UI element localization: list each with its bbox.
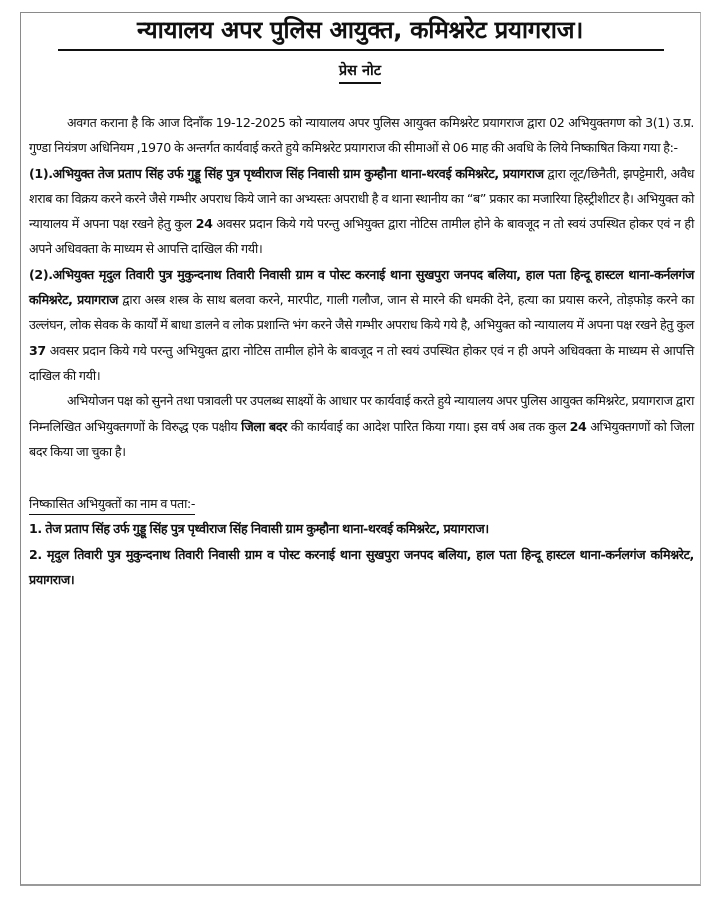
document-body bbox=[29, 110, 694, 592]
document-subtitle bbox=[0, 60, 720, 82]
title-underline bbox=[58, 49, 664, 51]
expelled-list-item: 1. तेज प्रताप सिंह उर्फ गुड्डू सिंह पुत्र पृथ्वीराज सिंह निवासी ग्राम कुम्हौना थाना-थरवई कमिश्नरेट, प्रयागराज। bbox=[29, 521, 489, 537]
press-note-label: प्रेस नोट bbox=[339, 63, 381, 84]
case-1-opportunity-count: 24 bbox=[195, 216, 213, 232]
order-text-b: की कार्यवाई का आदेश पारित किया गया। इस वर्ष अब तक कुल bbox=[286, 418, 570, 434]
case-2-accused: (2).अभियुक्त मृदुल तिवारी पुत्र मुकुन्दनाथ तिवारी निवासी ग्राम व पोस्ट करनाई थाना सुखपुरा जनपद बलिया, हाल पता हिन्दू हास्टल थाना-कर्नलगंज कमिश्नरेट, प्रयागराज bbox=[29, 266, 694, 308]
case-2-opportunity-count: 37 bbox=[29, 342, 46, 358]
case-1-paragraph bbox=[29, 161, 694, 262]
case-1-text-a: द्वारा लूट/छिनैती, झपट्टेमारी, अवैध शराब का विक्रय करने करने जैसे गम्भीर अपराध किये जाने का अभ्यस्तः अपराधी है व थाना स्थानीय का “ब” प्रकार का मजारिया हिस्ट्रीशीटर है। अभियुक्त को न्यायालय में अपना पक्ष रखने हेतु कुल bbox=[29, 165, 694, 232]
document-title: न्यायालय अपर पुलिस आयुक्त, कमिश्नरेट प्रयागराज। bbox=[136, 16, 584, 44]
expelled-list-item: 2. मृदुल तिवारी पुत्र मुकुन्दनाथ तिवारी निवासी ग्राम व पोस्ट करनाई थाना सुखपुरा जनपद बलिया, हाल पता हिन्दू हास्टल थाना-कर्नलगंज कमिश्नरेट, प्रयागराज। bbox=[29, 546, 694, 588]
order-paragraph bbox=[29, 388, 694, 464]
intro-paragraph: अवगत कराना है कि आज दिनाँक 19-12-2025 को न्यायालय अपर पुलिस आयुक्त कमिश्नरेट प्रयागराज द्वारा 02 अभियुक्तगण को 3(1) उ.प्र. गुण्डा नियंत्रण अधिनियम ,1970 के अन्तर्गत कार्यवाई करते हुये कमिश्नरेट प्रयागराज की सीमाओं से 06 माह की अवधि के लिये निष्काषित किया गया है:- bbox=[29, 115, 694, 156]
case-2-paragraph bbox=[29, 262, 694, 388]
case-2-text-b: अवसर प्रदान किये गये परन्तु अभियुक्त द्वारा नोटिस तामील होने के बावजूद न तो स्वयं उपस्थित होकर एवं न ही अपने अधिवक्ता के माध्यम से आपत्ति दाखिल की गयी। bbox=[29, 342, 694, 383]
expelled-list bbox=[29, 491, 694, 592]
order-text-a: अभियोजन पक्ष को सुनने तथा पत्रावली पर उपलब्ध साक्ष्यों के आधार पर कार्यवाई करते हुये न्यायालय अपर पुलिस आयुक्त कमिश्नरेट, प्रयागराज द्वारा निम्नलिखित अभियुक्तगणों के विरुद्ध एक पक्षीय bbox=[29, 393, 694, 434]
section-gap bbox=[29, 464, 694, 491]
order-highlight: जिला बदर bbox=[241, 418, 287, 434]
case-1-text-b: अवसर प्रदान किये गये परन्तु अभियुक्त द्वारा नोटिस तामील होने के बावजूद न तो स्वयं उपस्थित होकर एवं न ही अपने अधिवक्ता के माध्यम से आपत्ति दाखिल की गयी। bbox=[29, 216, 694, 257]
order-text-c: अभियुक्तगणों को जिला बदर किया जा चुका है। bbox=[29, 418, 694, 459]
expelled-list-heading: निष्कासित अभियुक्तों का नाम व पता:- bbox=[29, 493, 195, 515]
order-total-count: 24 bbox=[569, 418, 587, 434]
case-2-text-a: द्वारा अस्त्र शस्त्र के साथ बलवा करने, मारपीट, गाली गलौज, जान से मारने की धमकी देने, हत्या का प्रयास करने, तोड़फोड़ करने का उल्लंघन, लोक सेवक के कार्यों में बाधा डालने व लोक प्रशान्ति भंग करने जैसे गम्भीर अपराध किये गये है, अभियुक्त को न्यायालय में अपना पक्ष रखने हेतु कुल bbox=[29, 292, 695, 333]
case-1-accused: (1).अभियुक्त तेज प्रताप सिंह उर्फ गुड्डू सिंह पुत्र पृथ्वीराज सिंह निवासी ग्राम कुम्हौना थाना-थरवई कमिश्नरेट, प्रयागराज bbox=[29, 165, 544, 181]
